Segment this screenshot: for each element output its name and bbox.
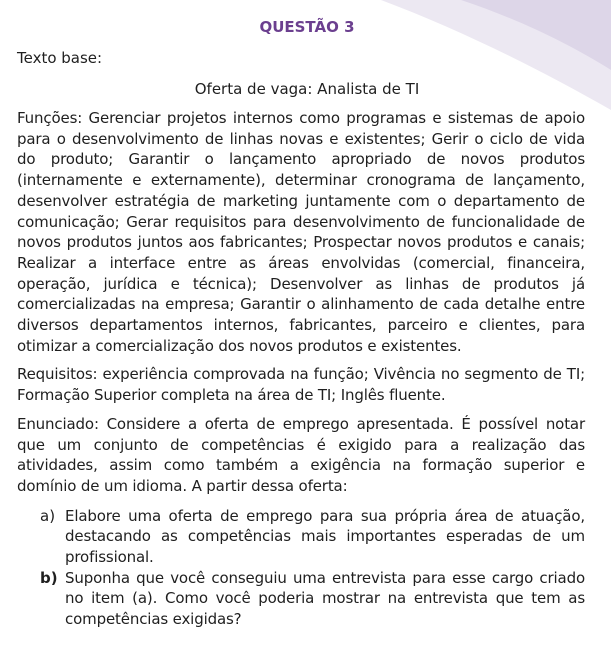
- functions-paragraph: Funções: Gerenciar projetos internos como programas e sistemas de apoio para o desenvolvimento de linhas novas e existentes; Gerir o ciclo de vida do produto; Garantir o lançamento apropriado de novos produtos (internamente e externamente), determinar cronograma de lançamento, desenvolver estratégia de marketing juntamente com o departamento de comunicação; Gerar requisitos para desenvolvimento de funcionalidade de novos produtos juntos aos fabricantes; Prospectar novos produtos e canais; Realizar a interface entre as áreas envolvidas (comercial, financeira, operação, jurídica e técnica); Desenvolver as linhas de produtos já comercializadas na empresa; Garantir o alinhamento de cada detalhe entre diversos departamentos internos, fabricantes, parceiro e clientes, para otimizar a comercialização dos novos produtos e existentes.: [17, 109, 585, 355]
- item-letter-a: a): [40, 506, 56, 525]
- question-items: [17, 506, 585, 630]
- item-letter-b: b): [40, 568, 58, 587]
- base-text-label: Texto base:: [17, 49, 103, 67]
- item-text-a: Elabore uma oferta de emprego para sua própria área de atuação, destacando as competências mais importantes esperadas de um profissional.: [65, 506, 585, 567]
- question-title: QUESTÃO 3: [259, 18, 355, 36]
- statement-paragraph: Enunciado: Considere a oferta de emprego apresentada. É possível notar que um conjunto de competências é exigido para a realização das atividades, assim como também a exigência na formação superior e domínio de um idioma. A partir dessa oferta:: [17, 414, 585, 495]
- requirements-paragraph: Requisitos: experiência comprovada na função; Vivência no segmento de TI; Formação Superior completa na área de TI; Inglês fluente.: [17, 365, 585, 405]
- item-text-b: Suponha que você conseguiu uma entrevista para esse cargo criado no item (a). Como você poderia mostrar na entrevista que tem as competências exigidas?: [65, 568, 585, 629]
- question-item-a: [17, 506, 585, 568]
- question-item-b: [17, 568, 585, 630]
- job-offer-subtitle: Oferta de vaga: Analista de TI: [194, 80, 420, 98]
